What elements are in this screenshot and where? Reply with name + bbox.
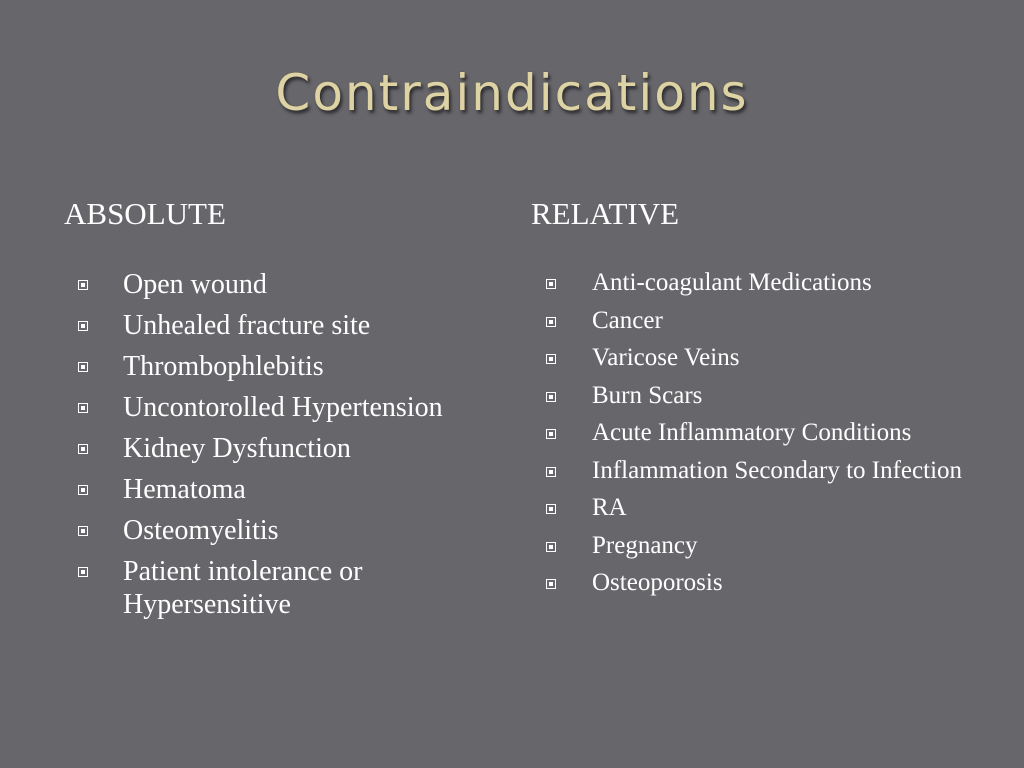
absolute-item-text: Thrombophlebitis	[123, 351, 324, 382]
square-bullet-icon	[78, 362, 88, 372]
absolute-item-text: Unhealed fracture site	[123, 310, 371, 341]
absolute-list-item	[78, 432, 458, 465]
square-bullet-icon	[546, 429, 556, 439]
relative-list-item	[546, 343, 966, 373]
relative-item-text: Varicose Veins	[592, 344, 740, 371]
square-bullet-icon	[546, 542, 556, 552]
absolute-item-text: Open wound	[123, 269, 267, 300]
relative-list	[546, 268, 966, 606]
relative-item-text: Acute Inflammatory Conditions	[592, 419, 912, 446]
absolute-list-item	[78, 268, 458, 301]
absolute-list-item	[78, 391, 458, 424]
absolute-list-item	[78, 514, 458, 547]
absolute-list-item	[78, 555, 458, 621]
square-bullet-icon	[546, 579, 556, 589]
absolute-item-text: Uncontorolled Hypertension	[123, 392, 443, 423]
square-bullet-icon	[546, 354, 556, 364]
square-bullet-icon	[78, 444, 88, 454]
square-bullet-icon	[546, 504, 556, 514]
relative-list-item	[546, 306, 966, 336]
square-bullet-icon	[546, 279, 556, 289]
relative-list-item	[546, 418, 966, 448]
relative-list-item	[546, 531, 966, 561]
square-bullet-icon	[78, 403, 88, 413]
absolute-item-text: Kidney Dysfunction	[123, 433, 351, 464]
relative-list-item	[546, 568, 966, 598]
absolute-item-text: Hematoma	[123, 474, 246, 505]
relative-item-text: Burn Scars	[592, 381, 703, 409]
square-bullet-icon	[78, 567, 88, 577]
absolute-list-item	[78, 309, 458, 342]
relative-item-text: Osteoporosis	[592, 569, 723, 596]
square-bullet-icon	[546, 467, 556, 477]
square-bullet-icon	[546, 317, 556, 327]
relative-list-item	[546, 381, 966, 411]
absolute-item-text: Osteomyelitis	[123, 515, 279, 546]
square-bullet-icon	[78, 485, 88, 495]
relative-list-item	[546, 493, 966, 523]
slide-title: Contraindications	[275, 64, 749, 122]
absolute-heading: ABSOLUTE	[64, 196, 226, 231]
relative-item-text: RA	[592, 494, 627, 521]
relative-item-text: Inflammation Secondary to Infection	[592, 456, 963, 484]
square-bullet-icon	[78, 280, 88, 290]
relative-item-text: Cancer	[592, 306, 663, 334]
square-bullet-icon	[78, 321, 88, 331]
square-bullet-icon	[78, 526, 88, 536]
absolute-list-item	[78, 473, 458, 506]
relative-list-item	[546, 268, 966, 298]
absolute-list-item	[78, 350, 458, 383]
relative-item-text: Pregnancy	[592, 531, 698, 559]
relative-item-text: Anti-coagulant Medications	[592, 269, 872, 296]
absolute-list	[78, 268, 458, 629]
absolute-item-text: Patient intolerance or Hypersensitive	[123, 556, 363, 620]
relative-heading: RELATIVE	[531, 196, 680, 231]
relative-list-item	[546, 456, 966, 486]
square-bullet-icon	[546, 392, 556, 402]
